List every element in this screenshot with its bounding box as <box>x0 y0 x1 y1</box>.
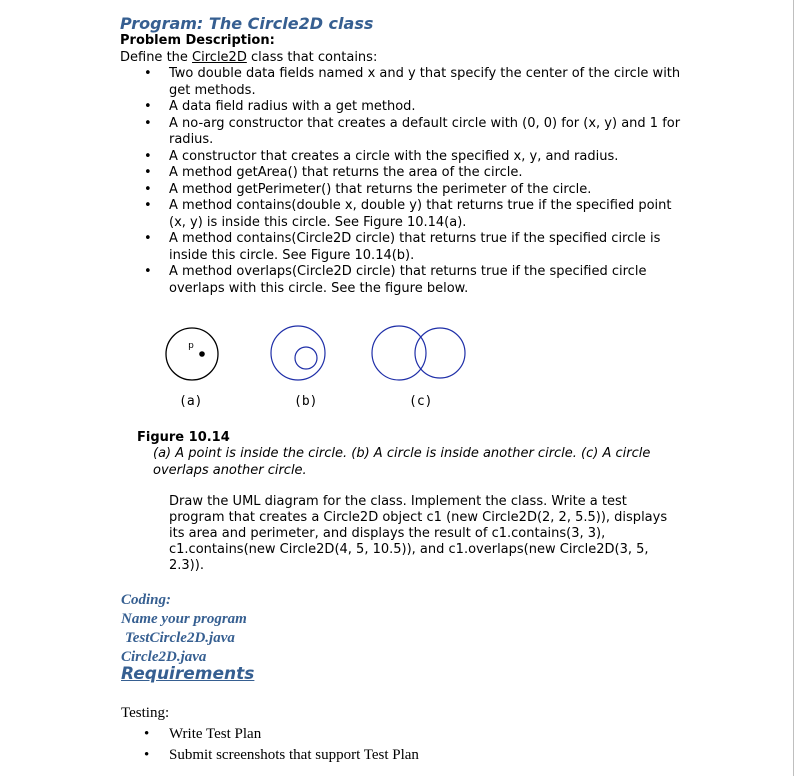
coding-file-test: TestCircle2D.java <box>125 630 235 646</box>
testing-label: Testing: <box>121 705 170 721</box>
figure-caption-title: Figure 10.14 <box>137 430 230 445</box>
problem-description-heading: Problem Description: <box>120 33 275 48</box>
figure-b-circle-inside <box>271 326 325 380</box>
outer-circle-b <box>271 326 325 380</box>
figure-a-point-in-circle <box>166 328 218 380</box>
bullet-item: • Two double data fields named x and y that specify the center of the circle with get methods. <box>144 66 684 99</box>
testing-item: • Submit screenshots that support Test Plan <box>144 745 419 766</box>
figure-c-circles-overlap <box>372 326 465 380</box>
inner-circle-b <box>295 347 317 369</box>
coding-name-line: Name your program <box>121 611 247 627</box>
circle-c-right <box>415 328 465 378</box>
bullet-item: • A constructor that creates a circle with the specified x, y, and radius. <box>144 149 684 166</box>
testing-list <box>144 724 419 766</box>
requirements-bullet-list <box>144 66 684 297</box>
figure-label-c: (c) <box>409 394 433 409</box>
circle-c-left <box>372 326 426 380</box>
point-dot <box>199 351 205 357</box>
page-title: Program: The Circle2D class <box>120 14 374 33</box>
circle-a <box>166 328 218 380</box>
bullet-item: • A method getArea() that returns the area of the circle. <box>144 165 684 182</box>
intro-post: class that contains: <box>246 50 378 65</box>
bullet-item: • A data field radius with a get method. <box>144 99 684 116</box>
bullet-item: • A method overlaps(Circle2D circle) that returns true if the specified circle overlaps with this circle. See the figure below. <box>144 264 684 297</box>
coding-file-class: Circle2D.java <box>121 649 207 665</box>
requirements-heading: Requirements <box>121 664 255 684</box>
coding-heading: Coding: <box>121 592 172 608</box>
bullet-item: • A method contains(Circle2D circle) that returns true if the specified circle is inside this circle. See Figure 10.14(b). <box>144 231 684 264</box>
intro-pre: Define the <box>120 50 193 65</box>
figure-label-a: (a) <box>179 394 203 409</box>
intro-class-name: Circle2D <box>192 50 247 65</box>
bullet-item: • A method contains(double x, double y) that returns true if the specified point (x, y) is inside this circle. See Figure 10.14(a). <box>144 198 684 231</box>
task-description: Draw the UML diagram for the class. Implement the class. Write a test program that creates a Circle2D object c1 (new Circle2D(2, 2, 5.5)), displays its area and perimeter, and displays the result of c1.contains(3, 3), c1.contains(new Circle2D(4, 5, 10.5)), and c1.overlaps(new Circle2D(3, 5, 2.3)). <box>169 494 668 573</box>
figure-10-14 <box>0 310 798 400</box>
figure-label-b: (b) <box>294 394 318 409</box>
bullet-item: • A no-arg constructor that creates a default circle with (0, 0) for (x, y) and 1 for radius. <box>144 116 684 149</box>
bullet-item: • A method getPerimeter() that returns the perimeter of the circle. <box>144 182 684 199</box>
intro-line <box>120 50 377 66</box>
point-label: p <box>188 341 194 351</box>
testing-item: • Write Test Plan <box>144 724 419 745</box>
figure-caption: (a) A point is inside the circle. (b) A circle is inside another circle. (c) A circle overlaps another circle. <box>153 446 651 478</box>
